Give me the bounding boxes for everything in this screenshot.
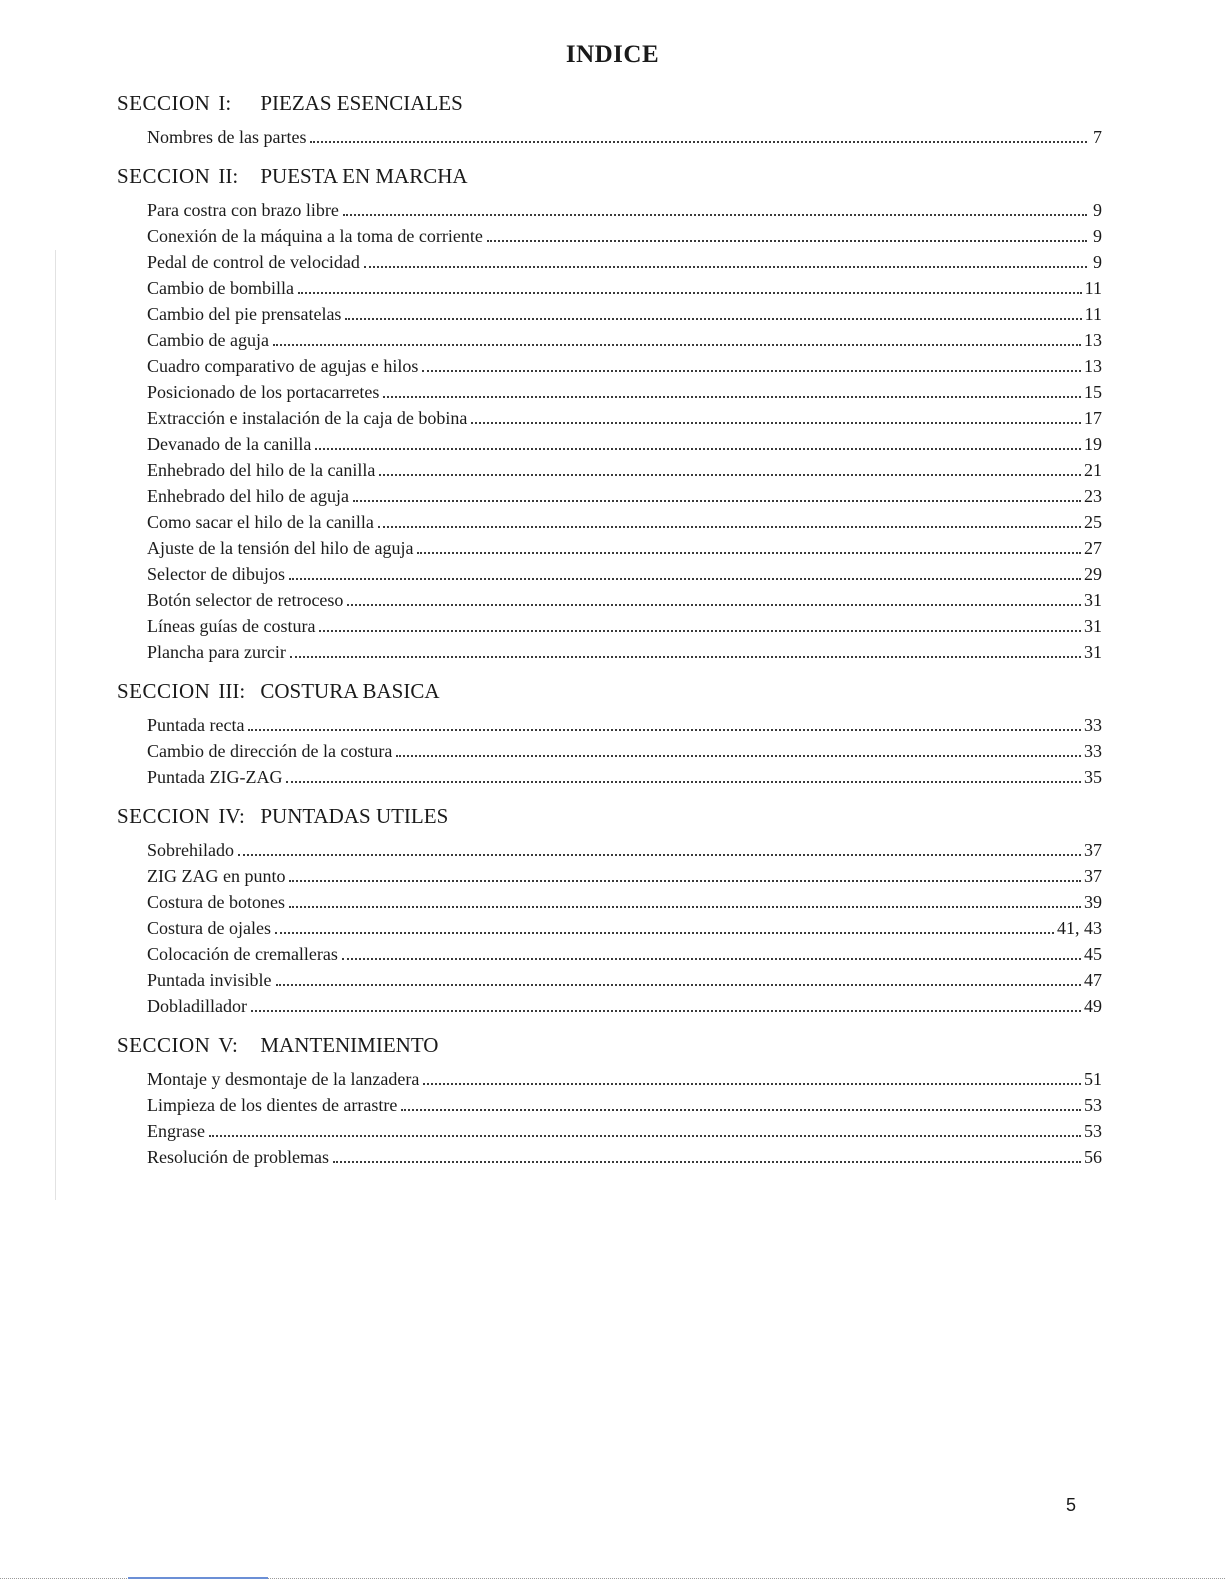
section-heading: [117, 1030, 1102, 1060]
toc-entry: [147, 483, 1102, 509]
toc-entry: [147, 457, 1102, 483]
entry-title: Ajuste de la tensión del hilo de aguja: [147, 538, 414, 558]
section-label: SECCION: [117, 1033, 211, 1057]
dot-leader: [423, 1083, 1081, 1085]
dot-leader: [319, 630, 1081, 632]
entry-page: 31: [1084, 616, 1102, 636]
entry-title: Selector de dibujos: [147, 564, 285, 584]
dot-leader: [383, 396, 1081, 398]
entry-page: 9: [1093, 200, 1102, 220]
toc-entry: [147, 837, 1102, 863]
dot-leader: [422, 370, 1081, 372]
toc-entry: [147, 301, 1102, 327]
entry-page: 27: [1084, 538, 1102, 558]
entry-page: 45: [1084, 944, 1102, 964]
toc-entry: [147, 764, 1102, 790]
entry-page: 23: [1084, 486, 1102, 506]
toc-entry: [147, 509, 1102, 535]
dot-leader: [417, 552, 1081, 554]
entry-page: 13: [1084, 330, 1102, 350]
toc-entry: [147, 915, 1102, 941]
section-title: PUNTADAS UTILES: [260, 804, 449, 828]
entry-title: Líneas guías de costura: [147, 616, 316, 636]
toc-entry: [147, 712, 1102, 738]
bottom-marker: [128, 1577, 268, 1579]
section-label: SECCION: [117, 91, 211, 115]
toc-entry: [147, 353, 1102, 379]
toc-entry: [147, 561, 1102, 587]
toc-entry: [147, 889, 1102, 915]
section-number: V:: [218, 1033, 238, 1057]
dot-leader: [342, 958, 1081, 960]
section-label: SECCION: [117, 679, 211, 703]
toc-section: [117, 676, 1102, 790]
entry-title: Engrase: [147, 1121, 205, 1141]
dot-leader: [401, 1109, 1081, 1111]
toc-entry: [147, 1118, 1102, 1144]
entry-title: Plancha para zurcir: [147, 642, 286, 662]
section-heading: [117, 676, 1102, 706]
dot-leader: [487, 240, 1087, 242]
entry-title: Puntada invisible: [147, 970, 272, 990]
entry-page: 25: [1084, 512, 1102, 532]
entry-title: Extracción e instalación de la caja de bobina: [147, 408, 468, 428]
section-label: SECCION: [117, 164, 211, 188]
toc-entry: [147, 639, 1102, 665]
dot-leader: [276, 984, 1082, 986]
entry-title: Botón selector de retroceso: [147, 590, 344, 610]
entry-title: Colocación de cremalleras: [147, 944, 338, 964]
section-number: I:: [218, 91, 232, 115]
dot-leader: [209, 1135, 1081, 1137]
entry-page: 33: [1084, 715, 1102, 735]
toc-entry: [147, 197, 1102, 223]
dot-leader: [275, 932, 1054, 934]
entry-title: ZIG ZAG en punto: [147, 866, 286, 886]
dot-leader: [333, 1161, 1081, 1163]
toc-entry: [147, 275, 1102, 301]
page-title: INDICE: [565, 40, 660, 68]
entry-page: 53: [1084, 1095, 1102, 1115]
entry-page: 37: [1084, 840, 1102, 860]
page-edge-shadow: [55, 250, 56, 1200]
entry-title: Sobrehilado: [147, 840, 234, 860]
dot-leader: [315, 448, 1081, 450]
toc-entry: [147, 379, 1102, 405]
dot-leader: [345, 318, 1081, 320]
toc-entry: [147, 1092, 1102, 1118]
table-of-contents: [117, 88, 1102, 1181]
toc-entry: [147, 1144, 1102, 1170]
entry-page: 17: [1084, 408, 1102, 428]
entry-title: Dobladillador: [147, 996, 247, 1016]
toc-entry: [147, 249, 1102, 275]
entry-page: 9: [1093, 252, 1102, 272]
dot-leader: [310, 141, 1087, 143]
toc-entry: [147, 613, 1102, 639]
entry-page: 37: [1084, 866, 1102, 886]
entry-title: Enhebrado del hilo de la canilla: [147, 460, 376, 480]
dot-leader: [286, 781, 1081, 783]
toc-entry: [147, 941, 1102, 967]
entry-page: 29: [1084, 564, 1102, 584]
dot-leader: [289, 578, 1081, 580]
entry-title: Limpieza de los dientes de arrastre: [147, 1095, 398, 1115]
toc-entry: [147, 863, 1102, 889]
section-heading: [117, 161, 1102, 191]
toc-entry: [147, 431, 1102, 457]
dot-leader: [248, 729, 1081, 731]
toc-entry: [147, 223, 1102, 249]
dot-leader: [343, 214, 1087, 216]
section-label: SECCION: [117, 804, 211, 828]
dot-leader: [353, 500, 1081, 502]
entry-page: 39: [1084, 892, 1102, 912]
entry-page: 35: [1084, 767, 1102, 787]
section-number: III:: [218, 679, 246, 703]
entry-page: 53: [1084, 1121, 1102, 1141]
dot-leader: [378, 526, 1081, 528]
section-title: MANTENIMIENTO: [260, 1033, 439, 1057]
entry-title: Enhebrado del hilo de aguja: [147, 486, 349, 506]
entry-title: Para costra con brazo libre: [147, 200, 339, 220]
toc-entry: [147, 535, 1102, 561]
toc-entry: [147, 967, 1102, 993]
dot-leader: [251, 1010, 1081, 1012]
entry-page: 19: [1084, 434, 1102, 454]
dot-leader: [290, 656, 1081, 658]
entry-page: 47: [1084, 970, 1102, 990]
entry-title: Cambio de dirección de la costura: [147, 741, 393, 761]
entry-title: Nombres de las partes: [147, 127, 307, 147]
dot-leader: [238, 854, 1081, 856]
entry-title: Devanado de la canilla: [147, 434, 312, 454]
toc-section: [117, 161, 1102, 665]
dot-leader: [289, 906, 1081, 908]
dot-leader: [364, 266, 1087, 268]
entry-title: Puntada ZIG-ZAG: [147, 767, 283, 787]
dot-leader: [379, 474, 1081, 476]
section-number: IV:: [218, 804, 245, 828]
entry-title: Posicionado de los portacarretes: [147, 382, 380, 402]
entry-page: 33: [1084, 741, 1102, 761]
entry-title: Como sacar el hilo de la canilla: [147, 512, 374, 532]
entry-page: 49: [1084, 996, 1102, 1016]
toc-entry: [147, 587, 1102, 613]
toc-entry: [147, 124, 1102, 150]
entry-title: Cambio de aguja: [147, 330, 269, 350]
entry-page: 7: [1093, 127, 1102, 147]
section-heading: [117, 88, 1102, 118]
entry-title: Puntada recta: [147, 715, 245, 735]
entry-page: 13: [1084, 356, 1102, 376]
entry-page: 31: [1084, 642, 1102, 662]
section-title: PIEZAS ESENCIALES: [260, 91, 463, 115]
toc-entry: [147, 1066, 1102, 1092]
section-title: COSTURA BASICA: [260, 679, 440, 703]
entry-page: 41, 43: [1057, 918, 1102, 938]
entry-title: Costura de botones: [147, 892, 285, 912]
entry-page: 21: [1084, 460, 1102, 480]
toc-section: [117, 88, 1102, 150]
entry-page: 51: [1084, 1069, 1102, 1089]
section-number: II:: [218, 164, 239, 188]
entry-title: Resolución de problemas: [147, 1147, 329, 1167]
entry-page: 15: [1084, 382, 1102, 402]
entry-title: Cuadro comparativo de agujas e hilos: [147, 356, 419, 376]
entry-title: Montaje y desmontaje de la lanzadera: [147, 1069, 420, 1089]
section-heading: [117, 801, 1102, 831]
dot-leader: [298, 292, 1082, 294]
entry-page: 9: [1093, 226, 1102, 246]
dot-leader: [289, 880, 1081, 882]
entry-title: Cambio de bombilla: [147, 278, 294, 298]
entry-title: Costura de ojales: [147, 918, 271, 938]
toc-section: [117, 801, 1102, 1019]
dot-leader: [273, 344, 1081, 346]
entry-title: Pedal de control de velocidad: [147, 252, 360, 272]
entry-page: 11: [1084, 304, 1102, 324]
toc-entry: [147, 405, 1102, 431]
dot-leader: [347, 604, 1081, 606]
toc-entry: [147, 327, 1102, 353]
toc-section: [117, 1030, 1102, 1170]
entry-page: 56: [1084, 1147, 1102, 1167]
toc-entry: [147, 993, 1102, 1019]
entry-title: Cambio del pie prensatelas: [147, 304, 342, 324]
section-title: PUESTA EN MARCHA: [260, 164, 468, 188]
dot-leader: [396, 755, 1081, 757]
entry-page: 31: [1084, 590, 1102, 610]
page-number: 5: [1066, 1495, 1077, 1515]
toc-entry: [147, 738, 1102, 764]
entry-title: Conexión de la máquina a la toma de corriente: [147, 226, 483, 246]
dot-leader: [471, 422, 1081, 424]
entry-page: 11: [1084, 278, 1102, 298]
